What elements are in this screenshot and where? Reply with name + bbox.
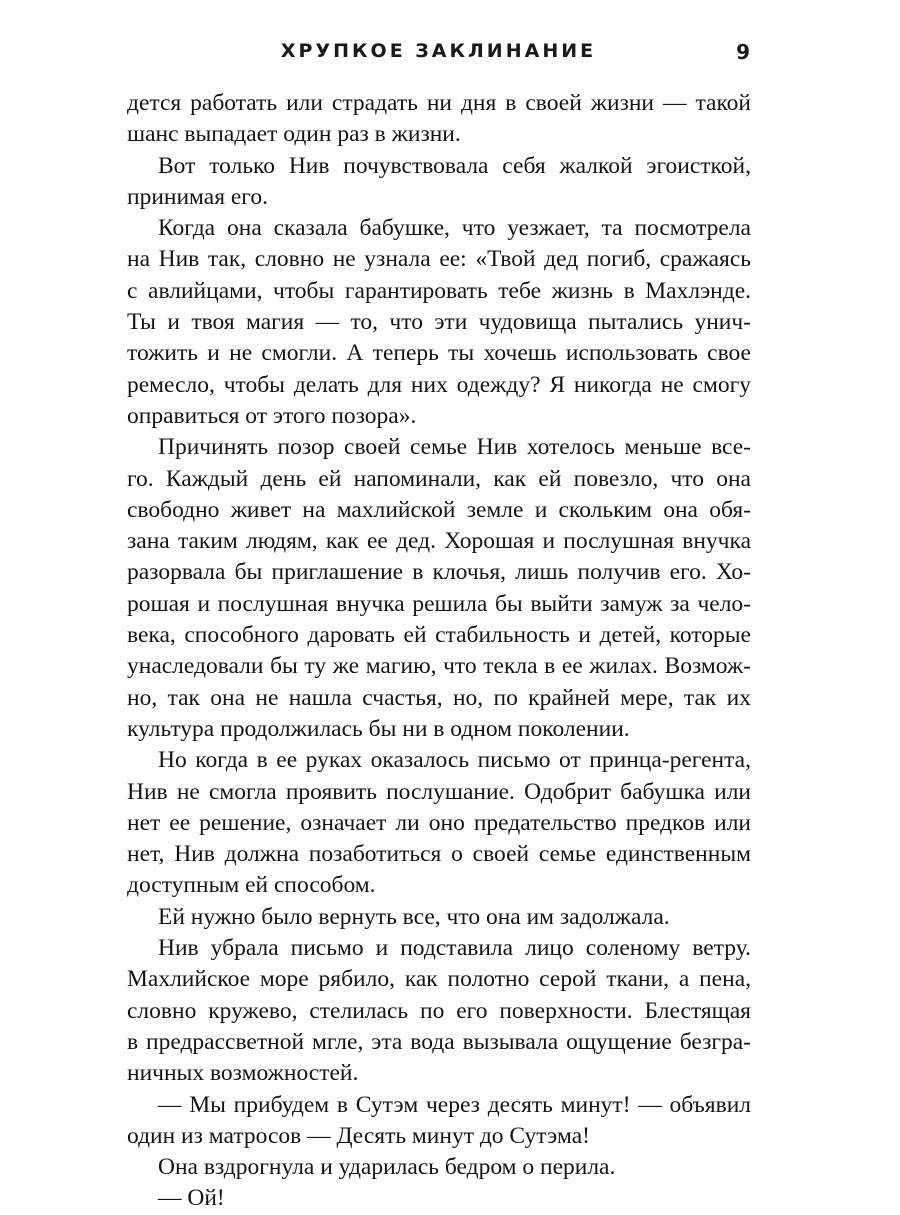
text-line: Но когда в ее руках оказалось письмо от принца-регента, [158, 747, 751, 774]
text-line: один из матросов — Десять минут до Сутэма! [127, 1122, 590, 1149]
text-line: свободно живет на махлийской земле и скольким она обя- [127, 496, 751, 523]
running-head [127, 40, 750, 70]
text-line: Ты и твоя магия — то, что эти чудовища пытались унич- [127, 309, 751, 336]
text-line: — Мы прибудем в Сутэм через десять минут! — объявил [158, 1091, 751, 1118]
text-line: Махлийское море рябило, как полотно серой ткани, а пена, [127, 966, 751, 993]
text-line: разорвала бы приглашение в клочья, лишь получив его. Хо- [127, 559, 751, 586]
text-line: зана таким людям, как ее дед. Хорошая и послушная внучка [127, 528, 751, 555]
text-line: с авлийцами, чтобы гарантировать тебе жизнь в Махлэнде. [127, 277, 751, 304]
text-line: оправиться от этого позора». [127, 402, 417, 429]
text-line: но, так она не нашла счастья, но, по крайней мере, так их [127, 684, 751, 711]
chapter-title: ХРУПКОЕ ЗАКЛИНАНИЕ [280, 40, 597, 62]
text-line: Нив убрала письмо и подставила лицо соленому ветру. [158, 935, 751, 962]
text-line: принимая его. [127, 183, 268, 210]
text-line: дется работать или страдать ни дня в своей жизни — такой [127, 90, 751, 116]
page-number: 9 [736, 40, 750, 64]
text-line: века, способного даровать ей стабильность и детей, которые [127, 622, 751, 649]
text-line: тожить и не смогли. А теперь ты хочешь использовать свое [127, 340, 751, 367]
text-line: нет, Нив должна позаботиться о своей семье единственным [127, 841, 751, 868]
text-line: Когда она сказала бабушке, что уезжает, та посмотрела [158, 215, 751, 242]
text-line: на Нив так, словно не узнала ее: «Твой дед погиб, сражаясь [127, 246, 751, 273]
text-line: Она вздрогнула и ударилась бедром о перила. [158, 1154, 616, 1181]
text-line: — Ой! [158, 1185, 225, 1212]
text-line: Ей нужно было вернуть все, что она им задолжала. [158, 903, 670, 930]
text-line: Нив не смогла проявить послушание. Одобрит бабушка или [127, 778, 751, 805]
text-line: в предрассветной мгле, эта вода вызывала ощущение безгра- [127, 1028, 751, 1055]
body-text [127, 88, 751, 1215]
text-line: ремесло, чтобы делать для них одежду? Я никогда не смогу [127, 371, 751, 398]
text-line: ничных возможностей. [127, 1060, 359, 1087]
text-line: культура продолжилась бы ни в одном поколении. [127, 715, 630, 742]
text-line: го. Каждый день ей напоминали, как ей повезло, что она [127, 465, 751, 492]
text-line: Причинять позор своей семье Нив хотелось меньше все- [158, 434, 751, 461]
text-line: рошая и послушная внучка решила бы выйти замуж за чело- [127, 590, 751, 617]
text-line: доступным ей способом. [127, 872, 376, 899]
text-line: словно кружево, стелилась по его поверхности. Блестящая [127, 997, 751, 1024]
text-line: унаследовали бы ту же магию, что текла в ее жилах. Возмож- [127, 653, 751, 680]
text-line: Вот только Нив почувствовала себя жалкой эгоисткой, [158, 152, 751, 179]
text-line: нет ее решение, означает ли оно предательство предков или [127, 809, 751, 836]
text-line: шанс выпадает один раз в жизни. [127, 121, 461, 148]
